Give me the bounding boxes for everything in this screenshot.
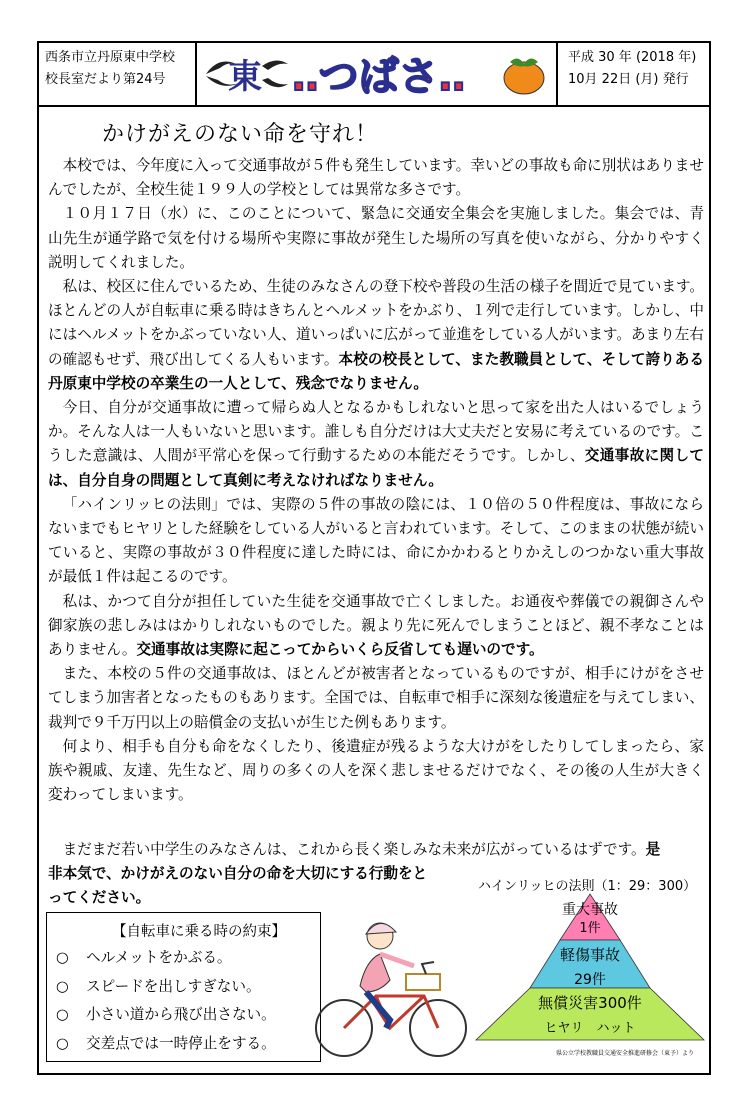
logo-text: ‥つばさ‥ [292,54,466,100]
heinrich-law-title: ハインリッヒの法則（1：29：300） [478,879,697,894]
paragraph: 本校では、今年度に入って交通事故が５件も発生しています。幸いどの事故も命に別状はありませんでしたが、全校生徒１９９人の学校としては異常な多さです。 [48,157,704,199]
paragraph: また、本校の５件の交通事故は、ほとんどが被害者となっているものですが、相手にけがをさせてしまう加害者となったものもあります。全国では、自転車で相手に深刻な後遺症を与えてしまい、裁判で９千万円以上の賠償金の支払いが生じた例もあります。 [48,665,704,731]
persimmon-icon [504,58,544,94]
paragraph: 「ハインリッヒの法則」では、実際の５件の事故の陰には、１０倍の５０件程度は、事故にならないまでもヒヤリとした経験をしている人がいると言われています。そして、このままの状態が続いていると、実際の事故が３０件程度に達した時には、命にかかわるとりかえしのつかない重大事故が最低１件は起こるのです。 [48,495,704,586]
promise-title: 【自転車に乗る時の約束】 [112,924,286,940]
closing-line-3: ってください。 [48,889,151,906]
article-title: かけがえのない命を守れ！ [102,122,379,147]
paragraph: １０月１７日（水）に、このことについて、緊急に交通安全集会を実施しました。集会では、青山先生が通学路で気を付ける場所や実際に事故が発生した場所の写真を使いながら、分かりやすく説明してくれました。 [48,205,704,271]
list-item: ○ 交差点では一時停止をする。 [56,1034,276,1052]
header-date-info [556,41,711,105]
header-school-info [37,41,197,105]
list-item: ○ 小さい道から飛び出さない。 [56,1006,276,1023]
closing-line-1: まだまだ若い中学生のみなさんは、これから長く楽しみな未来が広がっているはずです。是 [62,841,661,858]
heinrich-pyramid [474,892,706,1042]
header-divider [37,105,711,107]
paragraph: 私は、かつて自分が担任していた生徒を交通事故で亡くしました。お通夜や葬儀での親御さんや御家族の悲しみははかりしれないものでした。親より先に死んでしまうことほど、親不孝なことはありません。交通事故は実際に起こってからいくら反省しても遅いのです。 [48,592,704,659]
list-item: ○ スピードを出しすぎない。 [56,977,261,995]
newsletter-logo [200,44,552,102]
school-name: 西条市立丹原東中学校 [45,50,176,65]
pyramid-top-label: 重大事故 [562,902,618,918]
pyramid-bottom-label: 無償災害300件 [538,994,642,1012]
pyramid-mid-count: 29件 [574,972,606,988]
logo-kanji: 東 [228,57,262,97]
cyclist-illustration [306,910,476,1060]
promise-list [56,944,276,1058]
paragraph: 私は、校区に住んでいるため、生徒のみなさんの登下校や普段の生活の様子を間近で見ています。ほとんどの人が自転車に乗る時はきちんとヘルメットをかぶり、１列で走行しています。しかし、中にはヘルメットをかぶっていない人、道いっぱいに広がって並進をしている人がいます。あまり左右の確認もせず、飛び出してくる人もいます。本校の校長として、また教職員として、そして誇りある丹原東中学校の卒業生の一人として、残念でなりません。 [48,278,705,392]
paragraph: 何より、相手も自分も命をなくしたり、後遺症が残るような大けがをしたりしてしまったら、家族や親戚、友達、先生など、周りの多くの人を深く悲しませるだけでなく、その後の人生が大きく変わってしまいます。 [48,737,704,804]
pyramid-mid-label: 軽傷事故 [559,946,621,964]
pyramid-bottom-note: ヒヤリ ハット [544,1021,636,1036]
paragraph: 今日、自分が交通事故に遭って帰らぬ人となるかもしれないと思って家を出た人はいるでしょうか。そんな人は一人もいないと思います。誰しも自分だけは大丈夫だと安易に考えているのです。こうした意識は、人間が平常心を保って行動するための本能だそうです。しかし、交通事故に関しては、自分自身の問題として真剣に考えなければなりません。 [48,399,704,489]
issue-number: 校長室だより第24号 [45,72,166,87]
article-body [48,154,704,807]
closing-line-2: 非本気で、かけがえのない自分の命を大切にする行動をと [48,865,428,882]
pyramid-top-count: 1件 [579,921,601,936]
list-item: ○ ヘルメットをかぶる。 [56,949,232,966]
issue-date: 10月 22日 (月) 発行 [568,72,689,87]
year-label: 平成 30 年 (2018 年) [568,50,697,65]
source-credit: 県公立学校教職員交通安全推進研修会（東予）より [556,1050,695,1057]
